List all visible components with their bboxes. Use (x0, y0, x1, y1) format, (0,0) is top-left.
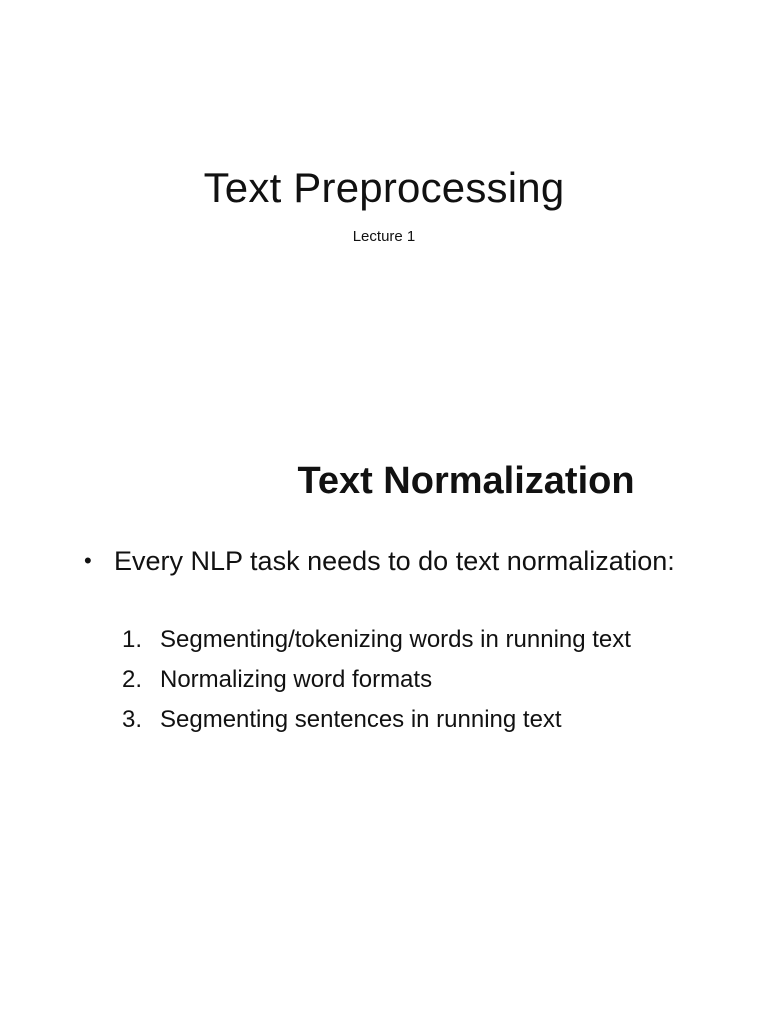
slide-title-page (0, 0, 768, 420)
list-item-text: Segmenting sentences in running text (160, 706, 562, 733)
bullet-text: Every NLP task needs to do text normalization: (114, 546, 675, 576)
list-item-text: Normalizing word formats (160, 666, 433, 693)
list-item (122, 660, 742, 700)
list-item-text: Segmenting/tokenizing words in running text (160, 626, 631, 653)
bullet-marker: • (84, 548, 92, 573)
bullet-list (84, 542, 744, 580)
page-title: Text Preprocessing (203, 164, 565, 211)
slide-text-normalization (0, 420, 768, 1024)
list-item-number: 2. (122, 666, 143, 693)
list-item (122, 700, 742, 740)
slide-title: Text Normalization (297, 460, 635, 502)
numbered-list (122, 620, 742, 740)
page-subtitle: Lecture 1 (352, 228, 416, 245)
list-item-number: 3. (122, 706, 143, 733)
list-item (122, 620, 742, 660)
bullet-item (84, 542, 744, 580)
list-item-number: 1. (122, 626, 143, 653)
